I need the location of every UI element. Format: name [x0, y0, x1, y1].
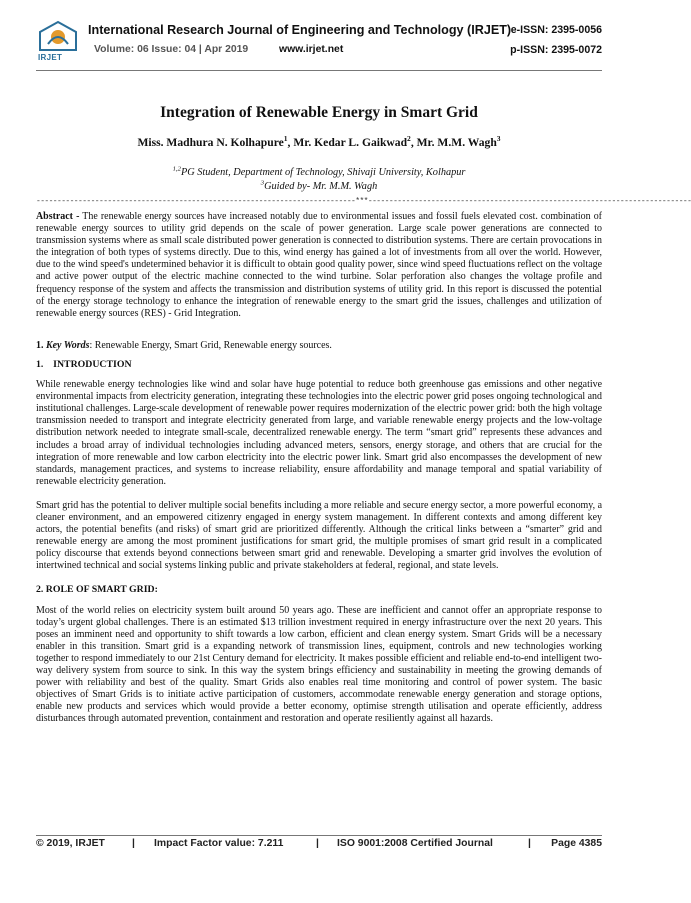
- keywords-paragraph: [36, 340, 602, 352]
- footer-divider: [36, 835, 602, 836]
- footer-impact-factor: Impact Factor value: 7.211: [154, 838, 284, 849]
- author-list: [0, 136, 638, 149]
- role-paragraph: Most of the world relies on electricity system built around 50 years ago. These are inefficient and cannot offer an appropriate response to today’s urgent global challenges. There is an estimated $13 trillion investment required in energy infrastructure over the next 20 years. This poses an imminent need and opportunity to shift towards a low carbon, efficient and clean energy system. Smart Grids will be a necessary enabler in this transition. Smart grid is a expanding network of transmission lines, equipment, controls and new technologies working together to respond immediately to our 21st Century demand for electricity. It makes possible efficient and reliable end-to-end intelligent two-way delivery system from source to sink. In this way the system brings efficiency and sustainability in meeting the growing demands of power with reliability and best of the quality. Smart Grids also enables real time monitoring and control of power system. The basic objectives of Smart Grids is to initiate active participation of customers, accommodate renewable energy generation and storage options, enable new products and services which would provide a better economy, optimise strength utilisation and operate efficiently, address disturbances through automated prevention, containment and restoration and operate resiliently against all hazards.: [36, 604, 602, 725]
- paper-title: Integration of Renewable Energy in Smart Grid: [160, 104, 478, 121]
- affiliation-line: [0, 166, 638, 180]
- journal-header: [36, 20, 602, 68]
- author-sup: 1: [283, 134, 288, 144]
- journal-website-link[interactable]: www.irjet.net: [279, 44, 344, 55]
- keywords-prefix: 1.: [36, 339, 46, 351]
- footer-separator: |: [528, 838, 531, 849]
- journal-logo: [36, 20, 80, 64]
- e-issn: e-ISSN: 2395-0056: [510, 24, 602, 36]
- keywords-text: : Renewable Energy, Smart Grid, Renewable energy sources.: [89, 339, 332, 351]
- intro-paragraph: Smart grid has the potential to deliver multiple social benefits including a more reliable and secure energy sector, a more powerful economy, a cleaner environment, and an empowered citizenry engaged in energy system management. In different contexts and among different key actors, the potential benefits (and risks) of smart grid are prioritized differently. Although the critical links between a “smarter” grid and renewable energy are among the most prominent justifications for smart grid, the multiple promises of smart grid result in a complicated policy discourse that extends beyond connections between smart grid and renewable. Developing a smarter grid involves the evolution of intertwined technical and social systems linking public and private stakeholders at federal, regional, and state levels.: [36, 499, 602, 572]
- abstract-paragraph: [36, 211, 602, 320]
- p-issn: p-ISSN: 2395-0072: [510, 44, 602, 56]
- header-divider: [36, 70, 602, 71]
- affiliation-sup: 3: [260, 179, 265, 187]
- author-sup: 3: [496, 134, 501, 144]
- footer-iso: ISO 9001:2008 Certified Journal: [337, 838, 493, 849]
- affiliations: [0, 166, 638, 194]
- volume-issue: Volume: 06 Issue: 04 | Apr 2019: [94, 44, 249, 55]
- keywords-label: Key Words: [45, 339, 90, 351]
- logo-emblem-icon: [36, 20, 80, 54]
- abstract-label: Abstract -: [36, 211, 80, 222]
- author-sep: ,: [287, 136, 294, 149]
- author-name: Miss. Madhura N. Kolhapure: [137, 136, 284, 149]
- footer-separator: |: [132, 838, 135, 849]
- logo-text: IRJET: [38, 53, 63, 62]
- author-sup: 2: [407, 134, 411, 144]
- title-separator: ----------------------------------------------------------------------------***-----------------------------------------------------------------------------: [36, 197, 691, 206]
- author-name: Mr. M.M. Wagh: [416, 136, 497, 149]
- footer-separator: |: [316, 838, 319, 849]
- affiliation-text: PG Student, Department of Technology, Shivaji University, Kolhapur: [180, 167, 466, 178]
- footer-page-number: Page 4385: [551, 838, 602, 849]
- author-name: Mr. Kedar L. Gaikwad: [293, 136, 408, 149]
- intro-paragraph: While renewable energy technologies like wind and solar have huge potential to reduce both greenhouse gas emissions and other negative environmental impacts from electricity generation, integrating these technologies into the electric power grid poses ongoing technological and institutional challenges. Large-scale development of renewable power requires modernization of the electric power grid: both the high voltage transmission needed to transport and integrate electricity generated from large, and variable renewable energy projects and the low-voltage distribution network needed to integrate small-scale, decentralized renewable energy. The term “smart grid” represents these advances and includes a broad array of individual technologies including advanced meters, sensors, energy storage, and others that are crucial for the integration of more renewable and low carbon electricity into the electric power link. Smart grid also encompasses the development of new standards, management practices, and systems to increase reliability, ensure affordability and manage temporal and spatial variability of renewable electricity generation.: [36, 379, 602, 487]
- affiliation-text: Guided by- Mr. M.M. Wagh: [264, 181, 378, 192]
- page-footer: [36, 838, 602, 854]
- abstract-text: The renewable energy sources have increased notably due to environmental issues and fossil fuels elevated cost. combination of renewable energy sources to utility grid depends on the scale of power generation. Large scale power generations are connected to transmission systems where as small scale distributed power generation is connected to distribution systems. There are certain provocations in the integration of both types of systems directly. Due to this, wind energy has gained a lot of investments from all over the world. However, due to the wind speed's undetermined behavior it is difficult to obtain good quality power, since wind speed fluctuations reflect on the voltage and active power output of the electric machine connected to the wind turbine. Solar perforation also changes the voltage profile and frequency response of the system and affects the transmission and distribution systems of utility grid. In this report is discussed the potential of the energy storage technology to enhance the integration of renewable energy to the smart grid the issues, challenges and utilization of renewable energy sources (RES) - Grid Integration.: [36, 211, 602, 319]
- paper-body: [36, 211, 602, 725]
- footer-copyright: © 2019, IRJET: [36, 838, 105, 849]
- section-heading-role: 2. ROLE OF SMART GRID:: [36, 584, 158, 596]
- affiliation-line: [0, 180, 638, 194]
- section-heading-introduction: 1. INTRODUCTION: [36, 358, 132, 370]
- author-sep: ,: [410, 136, 417, 149]
- journal-title: International Research Journal of Engineering and Technology (IRJET): [88, 23, 512, 37]
- affiliation-sup: 1,2: [172, 165, 181, 173]
